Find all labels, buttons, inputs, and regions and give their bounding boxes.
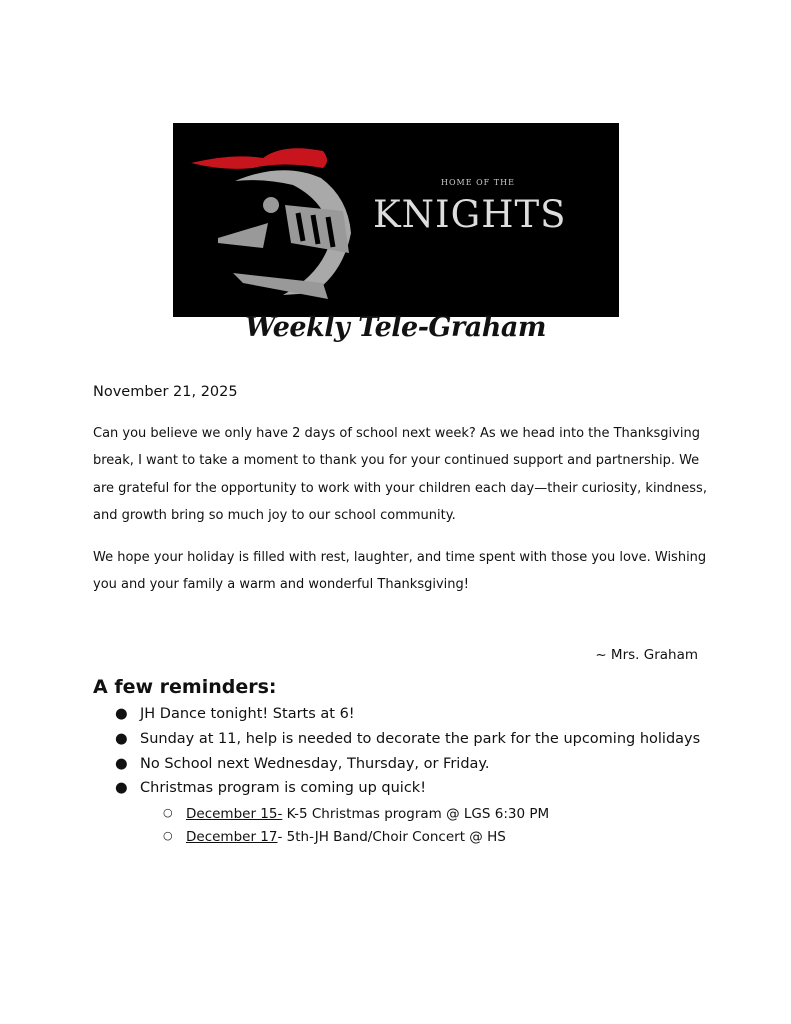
circle-bullet-icon: ○ bbox=[163, 806, 173, 819]
list-item bbox=[115, 731, 700, 756]
bullet-icon: ● bbox=[115, 755, 128, 772]
reminders-list bbox=[115, 706, 700, 805]
event-text: K-5 Christmas program @ LGS 6:30 PM bbox=[282, 806, 550, 822]
reminders-heading: A few reminders: bbox=[93, 676, 277, 698]
signature: ~ Mrs. Graham bbox=[595, 647, 698, 663]
list-item bbox=[115, 706, 700, 731]
newsletter-title: Weekly Tele-Graham bbox=[245, 312, 546, 343]
list-item-text: Sunday at 11, help is needed to decorate the park for the upcoming holidays bbox=[140, 730, 701, 747]
knights-banner bbox=[173, 123, 619, 317]
sub-list-item bbox=[163, 829, 549, 852]
list-item bbox=[115, 756, 700, 781]
paragraph-1: Can you believe we only have 2 days of school next week? As we head into the Thanksgiving break, I want to take a moment to thank you for your continued support and partnership. We are grateful for the opportunity to work with your children each day—their curiosity, kindness, and growth bring so much joy to our school community. bbox=[93, 426, 707, 523]
banner-small-text: HOME OF THE bbox=[441, 178, 515, 187]
event-text: - 5th-JH Band/Choir Concert @ HS bbox=[277, 829, 506, 845]
newsletter-date: November 21, 2025 bbox=[93, 384, 238, 400]
list-item-text: Christmas program is coming up quick! bbox=[140, 780, 427, 797]
christmas-sublist bbox=[163, 806, 549, 852]
sub-list-item bbox=[163, 806, 549, 829]
event-date: December 17 bbox=[186, 829, 278, 845]
bullet-icon: ● bbox=[115, 706, 128, 722]
banner-knights-text: KNIGHTS bbox=[373, 193, 567, 236]
list-item-text: JH Dance tonight! Starts at 6! bbox=[140, 706, 355, 722]
bullet-icon: ● bbox=[115, 730, 128, 747]
list-item bbox=[115, 780, 700, 805]
paragraph-2: We hope your holiday is filled with rest, laughter, and time spent with those you love. Wishing you and your family a warm and wonderful Thanksgiving! bbox=[93, 550, 707, 593]
circle-bullet-icon: ○ bbox=[163, 829, 173, 842]
list-item-text: No School next Wednesday, Thursday, or Friday. bbox=[140, 755, 490, 772]
event-date: December 15- bbox=[186, 806, 283, 822]
bullet-icon: ● bbox=[115, 780, 128, 797]
